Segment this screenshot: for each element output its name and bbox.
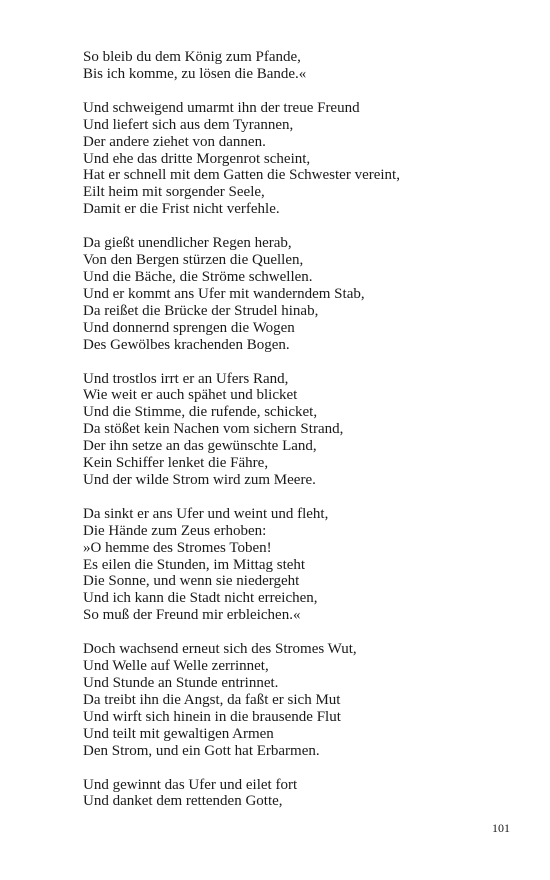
poem-line: »O hemme des Stromes Toben!	[83, 539, 272, 556]
poem-line: Den Strom, und ein Gott hat Erbarmen.	[83, 742, 320, 759]
poem-line: Der ihn setze an das gewünschte Land,	[83, 438, 317, 455]
poem-line: Damit er die Frist nicht verfehle.	[83, 201, 280, 218]
poem-line: Und donnernd sprengen die Wogen	[83, 319, 295, 336]
stanza-2	[83, 100, 523, 218]
poem-line: Und Stunde an Stunde entrinnet.	[83, 675, 279, 691]
poem-line: Und Welle auf Welle zerrinnet,	[83, 658, 269, 675]
poem-line: So muß der Freund mir erbleichen.«	[83, 607, 301, 624]
poem-line: Und ehe das dritte Morgenrot scheint,	[83, 150, 311, 167]
poem-line: Da treibt ihn die Angst, da faßt er sich Mut	[83, 691, 341, 708]
stanza-5	[83, 506, 523, 624]
stanza-1	[83, 49, 523, 83]
poem-line: Wie weit er auch spähet und blicket	[83, 387, 298, 404]
poem-line: Der andere ziehet von dannen.	[83, 133, 266, 150]
poem-line: Und trostlos irrt er an Ufers Rand,	[83, 370, 289, 387]
poem-line: Und teilt mit gewaltigen Armen	[83, 725, 274, 742]
stanza-4	[83, 371, 523, 489]
poem-line: Die Sonne, und wenn sie niedergeht	[83, 573, 300, 590]
poem-line: Da sinkt er ans Ufer und weint und fleht,	[83, 505, 329, 522]
poem-line: Und danket dem rettenden Gotte,	[83, 793, 283, 810]
poem-line: Kein Schiffer lenket die Fähre,	[83, 455, 269, 472]
poem-line: So bleib du dem König zum Pfande,	[83, 49, 301, 65]
poem-line: Die Hände zum Zeus erhoben:	[83, 522, 267, 539]
poem-line: Des Gewölbes krachenden Bogen.	[83, 336, 290, 353]
poem-line: Da gießt unendlicher Regen herab,	[83, 235, 292, 252]
poem-line: Und wirft sich hinein in die brausende Flut	[83, 708, 341, 725]
poem-line: Da reißet die Brücke der Strudel hinab,	[83, 302, 319, 319]
poem-line: Bis ich komme, zu lösen die Bande.«	[83, 65, 307, 82]
poem-text	[83, 49, 523, 827]
poem-line: Und schweigend umarmt ihn der treue Freund	[83, 99, 360, 116]
stanza-7	[83, 777, 523, 811]
poem-line: Doch wachsend erneut sich des Stromes Wut,	[83, 641, 357, 658]
poem-line: Es eilen die Stunden, im Mittag steht	[83, 556, 306, 573]
page-number: 101	[492, 821, 510, 835]
poem-line: Von den Bergen stürzen die Quellen,	[83, 252, 304, 269]
poem-line: Und liefert sich aus dem Tyrannen,	[83, 116, 294, 133]
poem-line: Und er kommt ans Ufer mit wanderndem Stab,	[83, 285, 365, 302]
poem-line: Und der wilde Strom wird zum Meere.	[83, 471, 316, 488]
poem-line: Und gewinnt das Ufer und eilet fort	[83, 776, 298, 793]
poem-line: Und ich kann die Stadt nicht erreichen,	[83, 590, 318, 607]
poem-line: Und die Bäche, die Ströme schwellen.	[83, 268, 313, 285]
poem-line: Hat er schnell mit dem Gatten die Schwester vereint,	[83, 167, 400, 184]
poem-line: Eilt heim mit sorgender Seele,	[83, 184, 265, 201]
poem-line: Da stößet kein Nachen vom sichern Strand,	[83, 421, 344, 438]
poem-line: Und die Stimme, die rufende, schicket,	[83, 404, 318, 421]
stanza-6	[83, 641, 523, 759]
stanza-3	[83, 235, 523, 353]
